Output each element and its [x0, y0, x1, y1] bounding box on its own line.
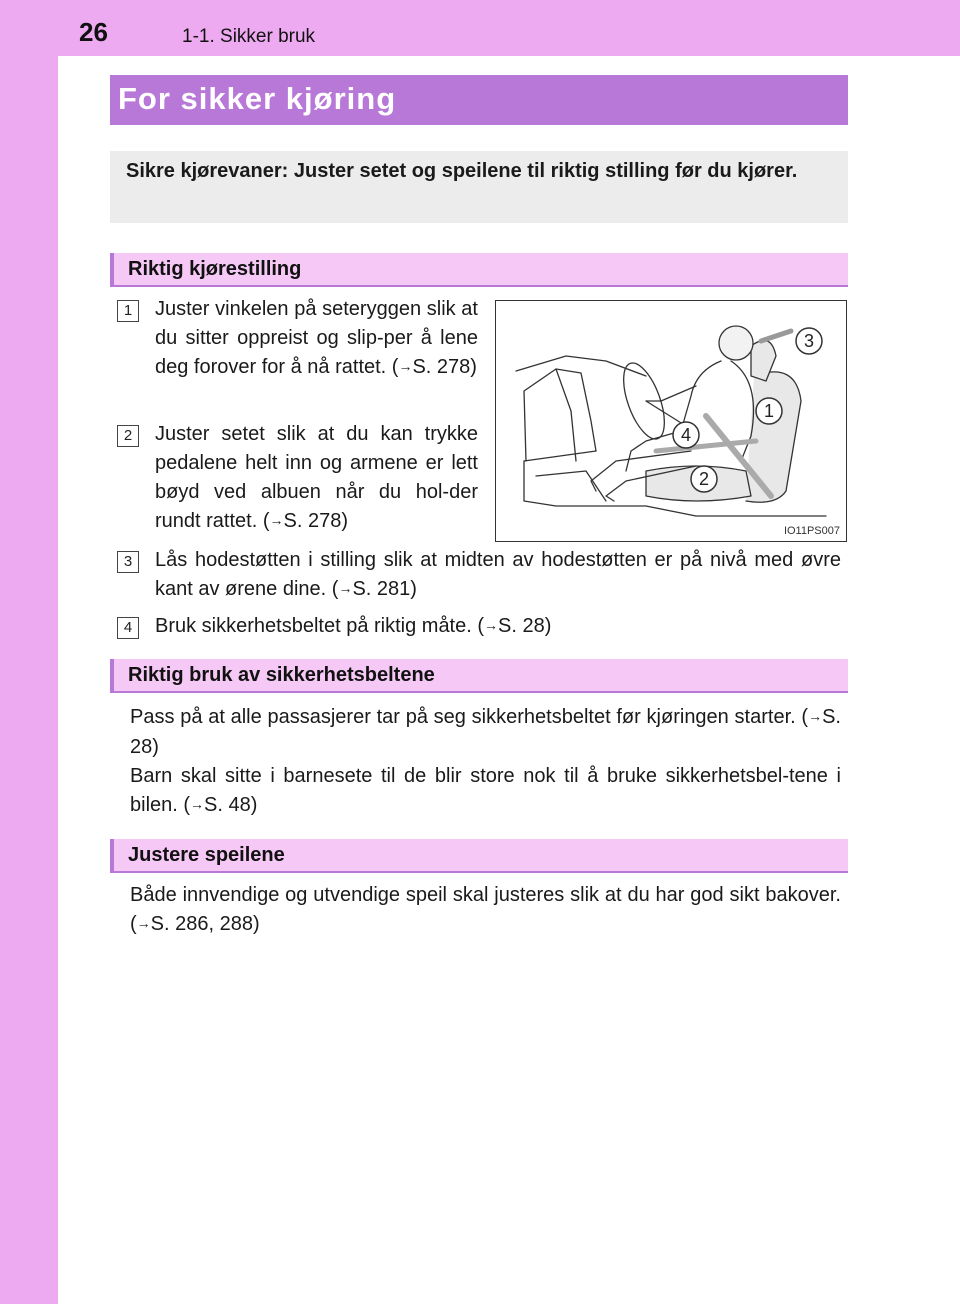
- figure-callout: 4: [680, 425, 692, 445]
- section-heading-driving-position: [110, 253, 848, 287]
- section-heading-label: Riktig kjørestilling: [128, 258, 302, 280]
- item-number-1: 1: [117, 300, 139, 322]
- item-number-2: 2: [117, 425, 139, 447]
- arrow-icon: →: [398, 358, 413, 374]
- page-title-bar: [110, 75, 848, 125]
- page-reference[interactable]: S. 48): [204, 794, 258, 816]
- arrow-icon: →: [190, 796, 205, 812]
- section-heading-label: Justere speilene: [128, 844, 285, 866]
- side-color-band: [0, 0, 58, 1304]
- intro-text: Sikre kjørevaner: Juster setet og speilene til riktig stilling før du kjører.: [126, 160, 798, 182]
- chapter-title: 1-1. Sikker bruk: [182, 26, 316, 47]
- top-color-band: [0, 0, 960, 56]
- driving-position-figure: [495, 300, 847, 542]
- arrow-icon: →: [808, 708, 823, 724]
- section-heading-label: Riktig bruk av sikkerhetsbeltene: [128, 664, 435, 686]
- page-reference[interactable]: S. 28): [498, 615, 552, 637]
- arrow-icon: →: [136, 915, 151, 931]
- item-number-4: 4: [117, 617, 139, 639]
- paragraph-mirrors: Både innvendige og utvendige speil skal justeres slik at du har god sikt bakover. (→S. 286, 288): [130, 884, 841, 935]
- figure-callout: 2: [698, 469, 710, 489]
- arrow-icon: →: [484, 617, 499, 633]
- section-heading-seatbelt-use: [110, 659, 848, 693]
- page-number: 26: [79, 17, 108, 47]
- figure-callout: 1: [763, 401, 775, 421]
- item-text-2: Juster setet slik at du kan trykke pedalene helt inn og armene er lett bøyd ved albuen når du hol-der rundt rattet. (→S. 278): [155, 423, 478, 532]
- page-reference[interactable]: S. 278): [412, 356, 477, 378]
- paragraph-seatbelt-2: Barn skal sitte i barnesete til de blir store nok til å bruke sikkerhetsbel-tene i bilen. (→S. 48): [130, 765, 841, 816]
- page-reference[interactable]: S. 286, 288): [150, 913, 260, 935]
- item-number-3: 3: [117, 551, 139, 573]
- paragraph-seatbelt-1: Pass på at alle passasjerer tar på seg sikkerhetsbeltet før kjøringen starter. (→S. 28): [130, 706, 841, 758]
- item-text-3: Lås hodestøtten i stilling slik at midten av hodestøtten er på nivå med øvre kant av ørene dine. (→S. 281): [155, 549, 841, 600]
- intro-box: [110, 151, 848, 223]
- arrow-icon: →: [338, 580, 353, 596]
- item-text-4: Bruk sikkerhetsbeltet på riktig måte. (→S. 28): [155, 615, 552, 637]
- page-reference[interactable]: S. 281): [352, 578, 417, 600]
- page-reference[interactable]: S. 278): [283, 510, 348, 532]
- arrow-icon: →: [269, 512, 284, 528]
- page-title: For sikker kjøring: [118, 81, 397, 116]
- driver-seat-illustration: [496, 301, 846, 541]
- item-text-1: Juster vinkelen på seteryggen slik at du sitter oppreist og slip-per å lene deg forover for å nå rattet. (→S. 278): [155, 298, 478, 378]
- figure-label: IO11PS007: [783, 525, 840, 537]
- figure-callout: 3: [803, 331, 815, 351]
- section-heading-mirrors: [110, 839, 848, 873]
- page-reference[interactable]: S. 28): [130, 706, 841, 758]
